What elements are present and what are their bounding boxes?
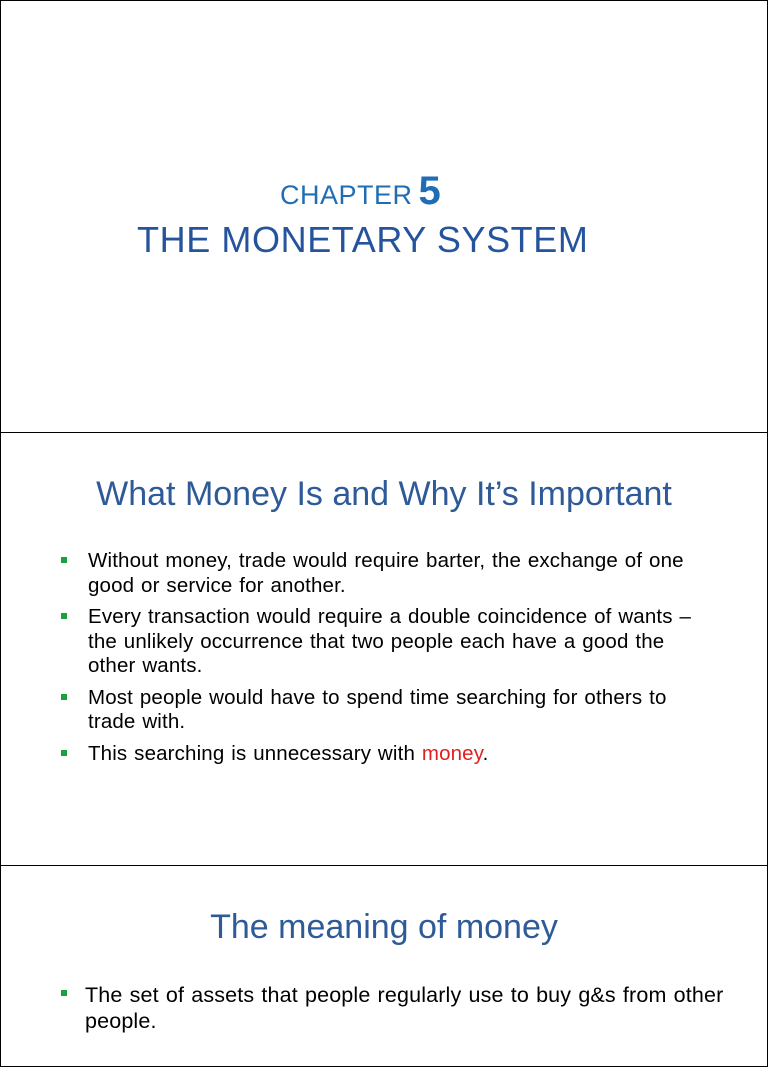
bullet-item bbox=[57, 686, 717, 735]
bullet-item bbox=[57, 605, 717, 679]
chapter-label bbox=[280, 169, 441, 214]
bullet-item bbox=[57, 742, 717, 767]
square-bullet-icon bbox=[61, 557, 67, 563]
chapter-title: THE MONETARY SYSTEM bbox=[137, 219, 589, 260]
content-slide-what-money-is bbox=[0, 432, 768, 867]
square-bullet-icon bbox=[61, 694, 67, 700]
bullet-text bbox=[88, 742, 488, 765]
slide-heading: What Money Is and Why It’s Important bbox=[96, 475, 672, 513]
bullet-text: Most people would have to spend time searching for others to trade with. bbox=[88, 685, 667, 733]
bullet-text-prefix: This searching is unnecessary with bbox=[88, 741, 422, 765]
chapter-word: CHAPTER bbox=[280, 180, 413, 210]
bullet-item bbox=[57, 982, 727, 1034]
highlight-money: money bbox=[421, 741, 483, 765]
title-slide bbox=[0, 0, 768, 434]
slide-heading: The meaning of money bbox=[210, 908, 558, 946]
bullet-text-suffix: . bbox=[482, 741, 489, 765]
chapter-number: 5 bbox=[418, 169, 441, 213]
bullet-text: Without money, trade would require barter, the exchange of one good or service for another. bbox=[88, 549, 684, 597]
bullet-list bbox=[57, 982, 727, 1041]
bullet-list bbox=[57, 549, 717, 773]
bullet-text: The set of assets that people regularly use to buy g&s from other people. bbox=[85, 983, 724, 1033]
bullet-item bbox=[57, 549, 717, 598]
square-bullet-icon bbox=[61, 613, 67, 619]
content-slide-meaning-of-money bbox=[0, 865, 768, 1067]
square-bullet-icon bbox=[61, 750, 67, 756]
bullet-text: Every transaction would require a double coincidence of wants – the unlikely occurrence that two people each have a good the other wants. bbox=[88, 605, 692, 677]
square-bullet-icon bbox=[61, 990, 67, 996]
